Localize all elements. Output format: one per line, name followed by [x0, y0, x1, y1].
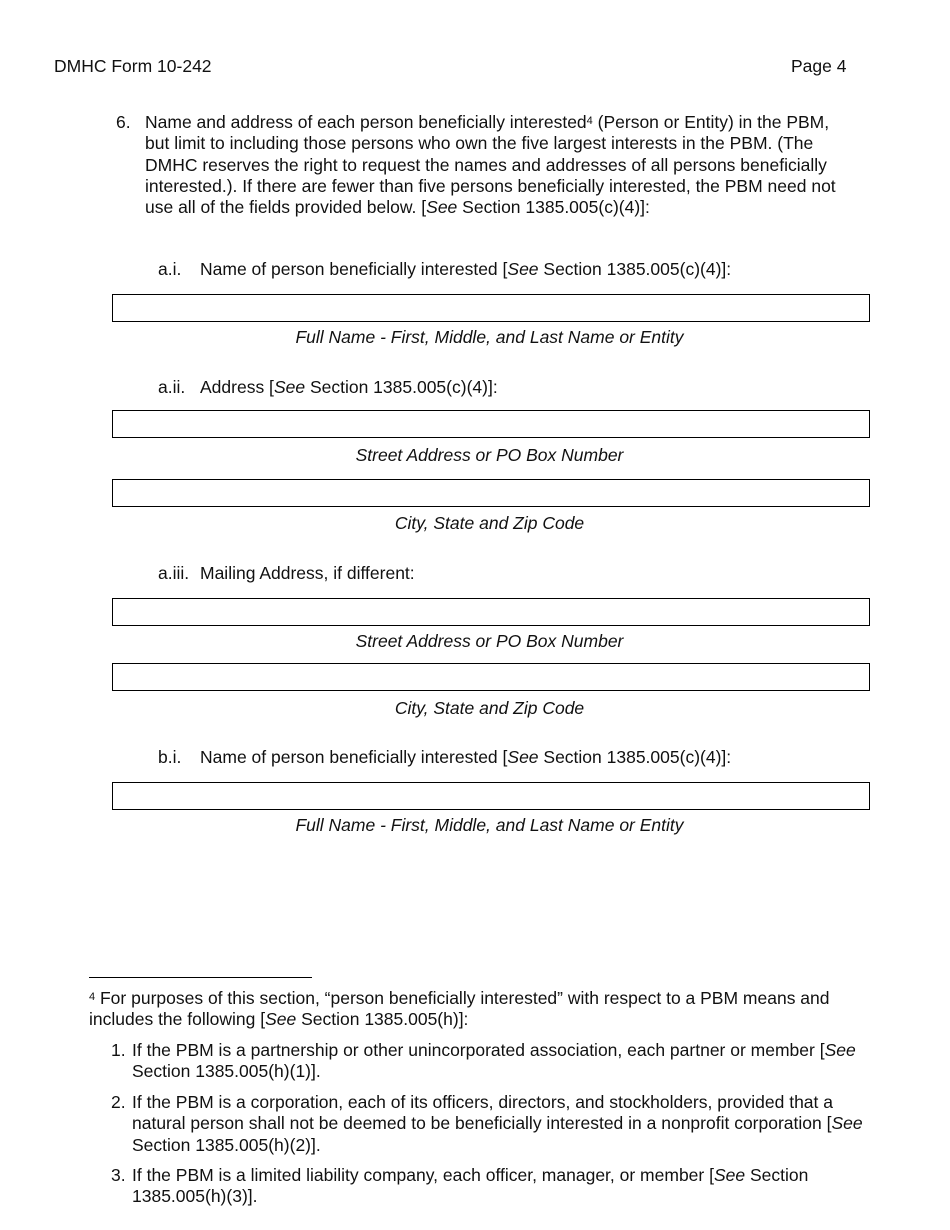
- footnote-item-post: Section 1385.005(h)(1)].: [132, 1061, 321, 1082]
- see-italic: See: [426, 197, 458, 218]
- footnote-item-number: 2.: [111, 1092, 126, 1112]
- footnote-item-number: 1.: [111, 1040, 126, 1060]
- see-italic: See: [824, 1040, 856, 1060]
- footnote-list-item: [111, 1040, 871, 1083]
- item-text-post: Section 1385.005(c)(4)]:: [538, 747, 732, 767]
- footnote-intro-post: Section 1385.005(h)]:: [296, 1009, 469, 1030]
- a-ii-street-caption: Street Address or PO Box Number: [355, 445, 624, 465]
- footnote-item-pre: If the PBM is a partnership or other unincorporated association, each partner or member [: [132, 1040, 825, 1060]
- item-code: a.iii.: [158, 563, 190, 583]
- footnote-item-pre: If the PBM is a limited liability company, each officer, manager, or member [: [132, 1165, 714, 1185]
- a-i-full-name-input[interactable]: [112, 294, 870, 322]
- item-text: Mailing Address, if different:: [200, 563, 415, 583]
- a-iii-city-input[interactable]: [112, 663, 870, 691]
- a-iii-street-caption: Street Address or PO Box Number: [355, 631, 624, 651]
- item-text-pre: Name of person beneficially interested [: [200, 747, 508, 767]
- footnote-item-post: Section 1385.005(h)(2)].: [132, 1134, 321, 1155]
- footnote-item-number: 3.: [111, 1165, 126, 1185]
- see-italic: See: [507, 259, 539, 279]
- footnote-item-pre: If the PBM is a corporation, each of its officers, directors, and stockholders, provided that a natural person shall not be deemed to be beneficially interested in a nonprofit corporation [: [132, 1092, 833, 1134]
- footnote-marker: 4: [89, 991, 96, 1003]
- a-iii-city-caption: City, State and Zip Code: [394, 698, 585, 718]
- a-iii-street-input[interactable]: [112, 598, 870, 626]
- footnote-intro-pre: For purposes of this section, “person beneficially interested” with respect to a PBM means and includes the following [: [89, 988, 830, 1030]
- question-text: [145, 112, 845, 218]
- item-text-pre: Name of person beneficially interested [: [200, 259, 508, 279]
- a-ii-city-input[interactable]: [112, 479, 870, 507]
- footnote-separator: [89, 977, 312, 978]
- item-code: a.i.: [158, 259, 182, 279]
- question-text-part1: Name and address of each person beneficially interested: [145, 112, 587, 132]
- see-italic: See: [713, 1165, 746, 1185]
- footnote-list-item: [111, 1165, 871, 1208]
- see-italic: See: [273, 377, 306, 397]
- b-i-full-name-input[interactable]: [112, 782, 870, 810]
- footnote-intro: [89, 988, 869, 1031]
- b-i-full-name-caption: Full Name - First, Middle, and Last Name or Entity: [295, 815, 684, 835]
- question-text-part3: Section 1385.005(c)(4)]:: [457, 197, 650, 218]
- footnote-list-item: [111, 1092, 871, 1156]
- see-italic: See: [507, 747, 539, 767]
- item-code: b.i.: [158, 747, 182, 767]
- footnote-reference[interactable]: 4: [586, 115, 593, 127]
- see-italic: See: [265, 1009, 297, 1030]
- question-number: 6.: [116, 112, 131, 132]
- a-ii-city-caption: City, State and Zip Code: [394, 513, 585, 533]
- item-text-post: Section 1385.005(c)(4)]:: [305, 377, 498, 397]
- page-number: Page 4: [791, 56, 847, 76]
- form-name: DMHC Form 10-242: [54, 56, 212, 76]
- see-italic: See: [831, 1113, 863, 1134]
- a-ii-street-input[interactable]: [112, 410, 870, 438]
- item-text-pre: Address [: [200, 377, 274, 397]
- footnote-item-post: Section 1385.005(h)(3)].: [132, 1165, 809, 1207]
- a-i-full-name-caption: Full Name - First, Middle, and Last Name or Entity: [295, 327, 684, 347]
- question-text-part2: (Person or Entity) in the PBM, but limit to including those persons who own the five largest interests in the PBM. (The DMHC reserves the right to request the names and addresses of all persons beneficially interested.). If there are fewer than five persons beneficially interested, the PBM need not use all of the fields provided below. [: [145, 112, 836, 218]
- item-text-post: Section 1385.005(c)(4)]:: [538, 259, 732, 279]
- item-code: a.ii.: [158, 377, 186, 397]
